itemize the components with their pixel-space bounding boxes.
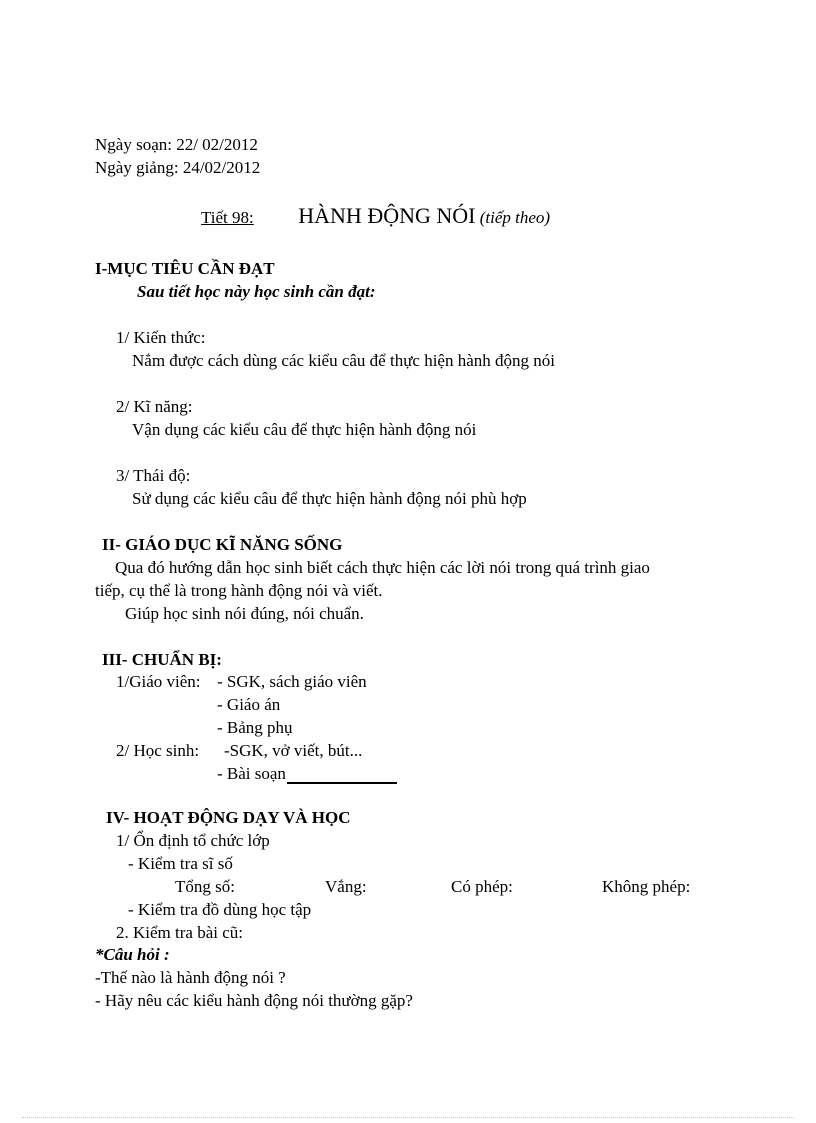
student-item-lesson-prep [217, 764, 397, 784]
step1: 1/ Ổn định tổ chức lớp [116, 831, 270, 850]
attendance-excused: Có phép: [451, 877, 513, 896]
teacher-item: - Giáo án [217, 695, 281, 714]
question-1: -Thế nào là hành động nói ? [95, 968, 286, 987]
section4-heading: IV- HOẠT ĐỘNG DẠY VÀ HỌC [106, 808, 351, 827]
page-bottom-border [22, 1117, 794, 1118]
teacher-item: - Bảng phụ [217, 718, 293, 737]
section2-line3: Giúp học sinh nói đúng, nói chuẩn. [125, 604, 364, 623]
student-item: -SGK, vở viết, bút... [224, 741, 363, 760]
attendance-unexcused: Không phép: [602, 877, 691, 896]
knowledge-label: 1/ Kiến thức: [116, 328, 206, 347]
skill-text: Vận dụng các kiểu câu để thực hiện hành động nói [132, 420, 477, 439]
teach-date: Ngày giảng: 24/02/2012 [95, 158, 261, 177]
knowledge-text: Nắm được cách dùng các kiểu câu để thực hiện hành động nói [132, 351, 555, 370]
teacher-item: - SGK, sách giáo viên [217, 672, 367, 691]
section2-line2: tiếp, cụ thể là trong hành động nói và viết. [95, 581, 383, 600]
student-item: - Bài soạn [217, 764, 286, 783]
section2-heading: II- GIÁO DỤC KĨ NĂNG SỐNG [102, 535, 343, 554]
attendance-absent: Vắng: [325, 877, 367, 896]
skill-label: 2/ Kĩ năng: [116, 397, 193, 416]
fill-in-blank [287, 768, 397, 784]
section1-heading: I-MỤC TIÊU CẦN ĐẠT [95, 259, 275, 278]
page-title [201, 203, 551, 228]
teacher-label: 1/Giáo viên: [116, 672, 201, 691]
section3-heading: III- CHUẨN BỊ: [102, 650, 222, 669]
prep-date: Ngày soạn: 22/ 02/2012 [95, 135, 258, 154]
check-supplies: - Kiểm tra đồ dùng học tập [128, 900, 312, 919]
questions-label: *Câu hỏi : [95, 945, 170, 964]
attitude-label: 3/ Thái độ: [116, 466, 191, 485]
attitude-text: Sử dụng các kiểu câu để thực hiện hành động nói phù hợp [132, 489, 527, 508]
step2: 2. Kiểm tra bài cũ: [116, 923, 243, 942]
lesson-subtitle: (tiếp theo) [479, 208, 551, 227]
check-attendance: - Kiểm tra sĩ số [128, 854, 233, 873]
lesson-title: HÀNH ĐỘNG NÓI [298, 203, 476, 228]
student-label: 2/ Học sinh: [116, 741, 200, 760]
section1-intro: Sau tiết học này học sinh cần đạt: [137, 282, 376, 301]
question-2: - Hãy nêu các kiểu hành động nói thường gặp? [95, 991, 413, 1010]
lesson-number: Tiết 98: [201, 208, 254, 227]
section2-line1: Qua đó hướng dẫn học sinh biết cách thực hiện các lời nói trong quá trình giao [115, 558, 650, 577]
attendance-total: Tổng số: [175, 877, 235, 896]
